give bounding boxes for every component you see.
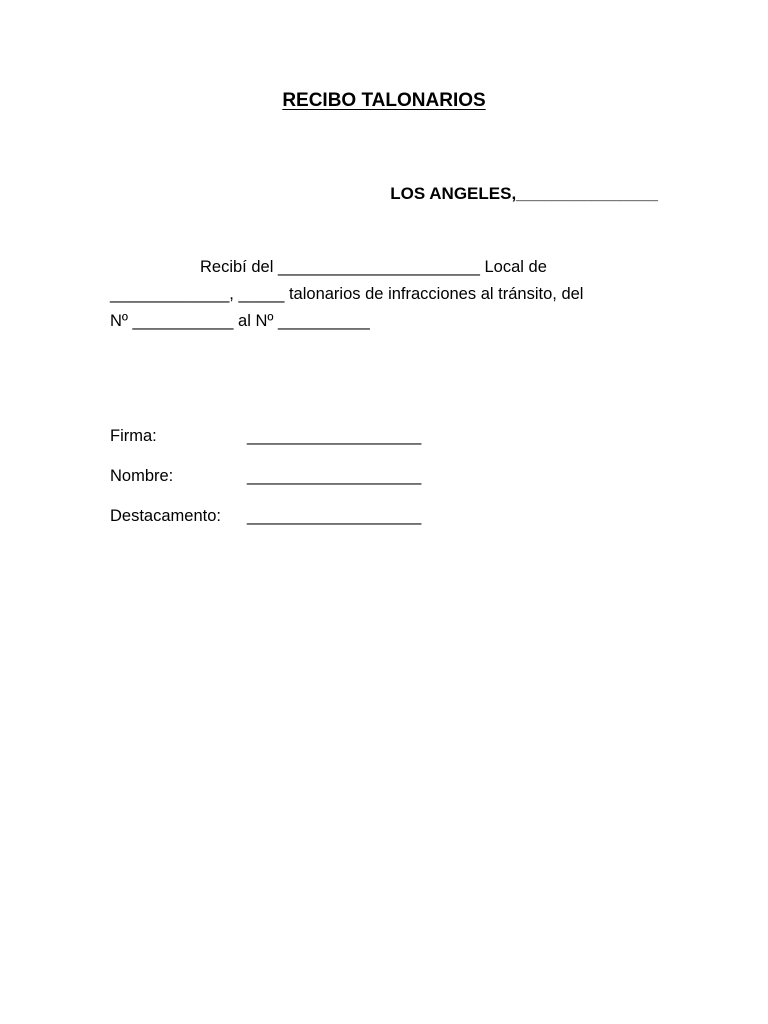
receipt-body	[110, 254, 657, 335]
body-blank: ______________________	[278, 258, 480, 276]
body-word: infracciones	[388, 285, 477, 303]
body-word: del	[251, 258, 274, 276]
field-nombre	[110, 467, 421, 507]
signature-fields	[110, 427, 421, 547]
body-line-3: Nº ___________ al Nº __________	[110, 312, 370, 330]
body-word: de	[528, 258, 547, 276]
place-date-line: LOS ANGELES,_______________	[390, 184, 658, 203]
body-word: tránsito,	[498, 285, 557, 303]
body-word: Recibí	[200, 258, 247, 276]
field-destacamento	[110, 507, 421, 547]
field-label: Nombre:	[110, 467, 174, 485]
field-blank-line: ___________________	[247, 467, 422, 485]
field-blank-line: ___________________	[247, 427, 422, 445]
body-blank: _____________,	[110, 285, 234, 303]
field-firma	[110, 427, 421, 467]
body-line-1	[110, 254, 657, 281]
field-label: Destacamento:	[110, 507, 221, 525]
document-title: RECIBO TALONARIOS	[282, 90, 486, 111]
body-word: talonarios	[288, 285, 361, 303]
body-word: de	[365, 285, 384, 303]
body-word: del	[561, 285, 584, 303]
field-label: Firma:	[110, 427, 157, 445]
body-blank: _____	[238, 285, 285, 303]
body-line-2	[110, 281, 657, 308]
field-blank-line: ___________________	[247, 507, 422, 525]
body-word: al	[480, 285, 494, 303]
body-word: Local	[484, 258, 524, 276]
